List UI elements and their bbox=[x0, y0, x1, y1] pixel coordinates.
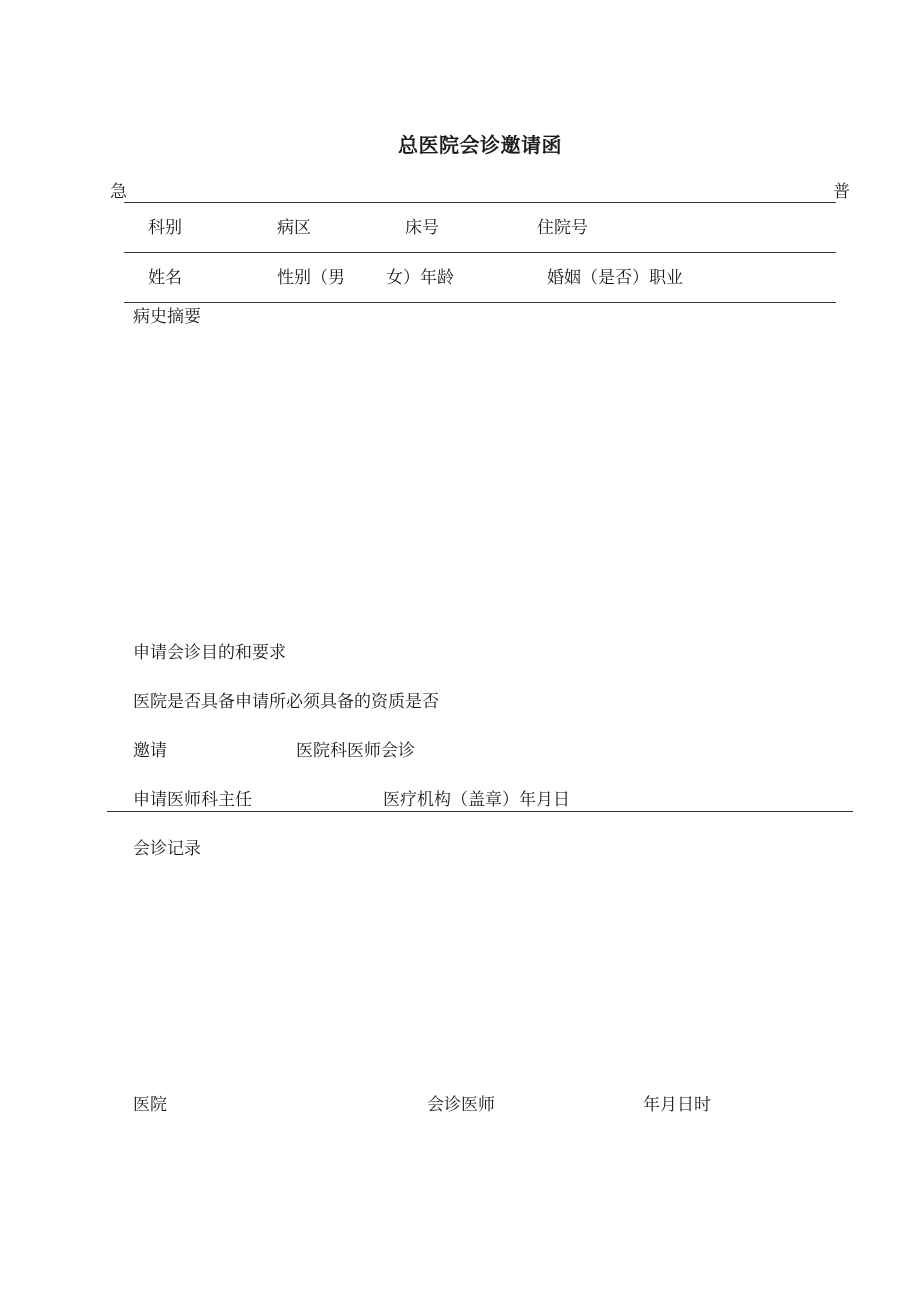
record-label: 会诊记录 bbox=[133, 839, 201, 859]
invite-target-label: 医院科医师会诊 bbox=[296, 741, 415, 761]
history-summary-label: 病史摘要 bbox=[133, 307, 201, 327]
invite-label: 邀请 bbox=[133, 741, 167, 761]
gender-label: 性别（男 bbox=[277, 268, 345, 288]
normal-option: 普 bbox=[833, 182, 850, 202]
admission-number-label: 住院号 bbox=[537, 218, 588, 238]
bed-number-label: 床号 bbox=[405, 218, 439, 238]
marriage-occupation-label: 婚姻（是否）职业 bbox=[547, 268, 683, 288]
applicant-label: 申请医师科主任 bbox=[133, 790, 252, 810]
urgency-line bbox=[124, 202, 836, 203]
section-divider bbox=[107, 811, 853, 812]
qualification-label: 医院是否具备申请所必须具备的资质是否 bbox=[133, 692, 439, 712]
page-title: 总医院会诊邀请函 bbox=[398, 133, 562, 157]
hospital-label: 医院 bbox=[133, 1095, 167, 1115]
gender-age-label: 女）年龄 bbox=[386, 268, 454, 288]
ward-label: 病区 bbox=[277, 218, 311, 238]
urgent-option: 急 bbox=[110, 182, 127, 202]
consulting-doctor-label: 会诊医师 bbox=[427, 1095, 495, 1115]
row2-divider bbox=[124, 302, 836, 303]
row1-divider bbox=[124, 252, 836, 253]
department-label: 科别 bbox=[148, 218, 182, 238]
institution-date-label: 医疗机构（盖章）年月日 bbox=[383, 790, 570, 810]
name-label: 姓名 bbox=[148, 268, 182, 288]
record-datetime-label: 年月日时 bbox=[643, 1095, 711, 1115]
purpose-label: 申请会诊目的和要求 bbox=[133, 643, 286, 663]
